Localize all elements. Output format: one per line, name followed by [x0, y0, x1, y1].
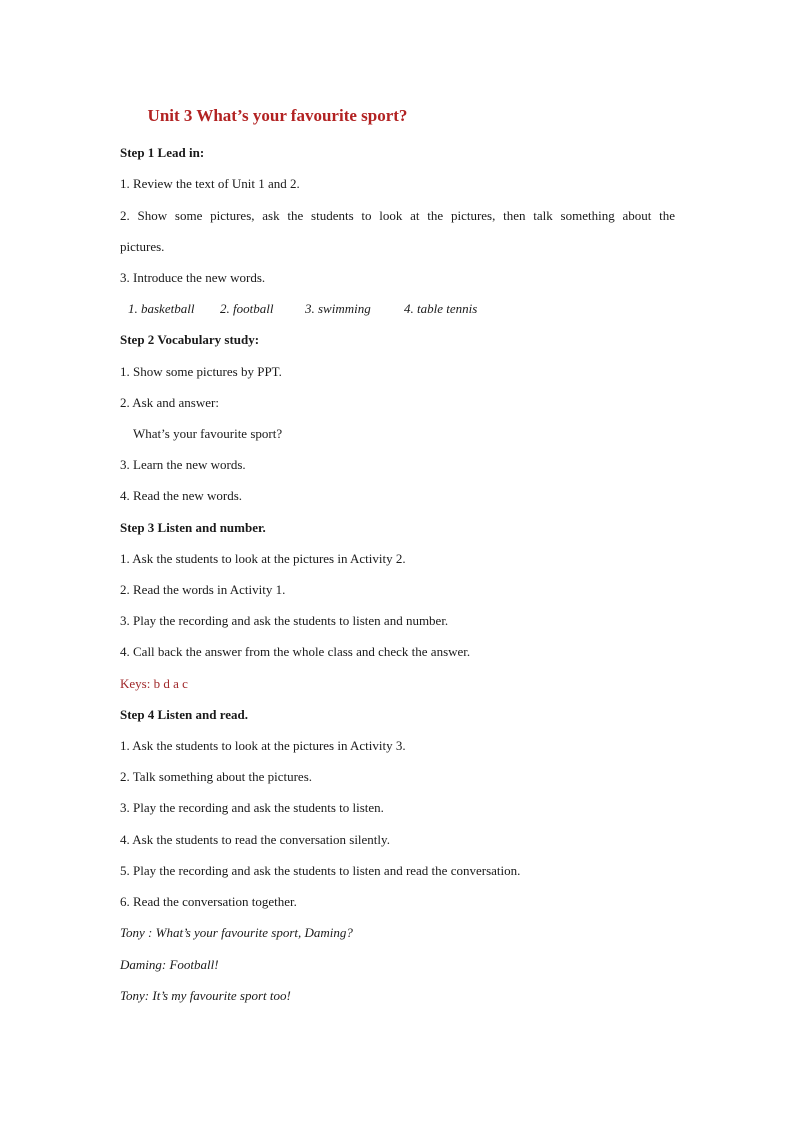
word-item: 2. football: [220, 301, 274, 316]
step2-heading: Step 2 Vocabulary study:: [120, 332, 260, 347]
step4-item5: 5. Play the recording and ask the students to listen and read the conversation.: [120, 863, 521, 878]
step3-item3: 3. Play the recording and ask the students to listen and number.: [120, 613, 449, 628]
step1-heading: Step 1 Lead in:: [120, 145, 205, 160]
page-title: Unit 3 What’s your favourite sport?: [147, 106, 408, 125]
step3-item2: 2. Read the words in Activity 1.: [120, 582, 286, 597]
step1-item2-line2: pictures.: [120, 239, 165, 254]
step4-heading: Step 4 Listen and read.: [120, 707, 248, 722]
step2-item1: 1. Show some pictures by PPT.: [120, 364, 282, 379]
step2-item4: 4. Read the new words.: [120, 488, 243, 503]
step3-heading: Step 3 Listen and number.: [120, 520, 266, 535]
step4-item2: 2. Talk something about the pictures.: [120, 769, 313, 784]
step2-question: What’s your favourite sport?: [133, 426, 283, 441]
step1-item3: 3. Introduce the new words.: [120, 270, 266, 285]
step1-item1: 1. Review the text of Unit 1 and 2.: [120, 176, 300, 191]
dialogue-line: Tony : What’s your favourite sport, Daming?: [120, 925, 353, 940]
step4-item3: 3. Play the recording and ask the students to listen.: [120, 800, 384, 815]
word-item: 3. swimming: [305, 301, 371, 316]
dialogue-line: Daming: Football!: [120, 957, 219, 972]
step4-item4: 4. Ask the students to read the conversation silently.: [120, 832, 390, 847]
step3-keys: Keys: b d a c: [120, 676, 188, 691]
step2-item2: 2. Ask and answer:: [120, 395, 219, 410]
step3-item4: 4. Call back the answer from the whole class and check the answer.: [120, 644, 471, 659]
dialogue-line: Tony: It’s my favourite sport too!: [120, 988, 291, 1003]
step3-item1: 1. Ask the students to look at the pictures in Activity 2.: [120, 551, 406, 566]
word-item: 1. basketball: [128, 301, 195, 316]
step4-item6: 6. Read the conversation together.: [120, 894, 297, 909]
step1-item2-line1: 2. Show some pictures, ask the students to look at the pictures, then talk something about the: [120, 208, 675, 223]
step2-item3: 3. Learn the new words.: [120, 457, 246, 472]
step4-item1: 1. Ask the students to look at the pictures in Activity 3.: [120, 738, 406, 753]
word-item: 4. table tennis: [404, 301, 478, 316]
